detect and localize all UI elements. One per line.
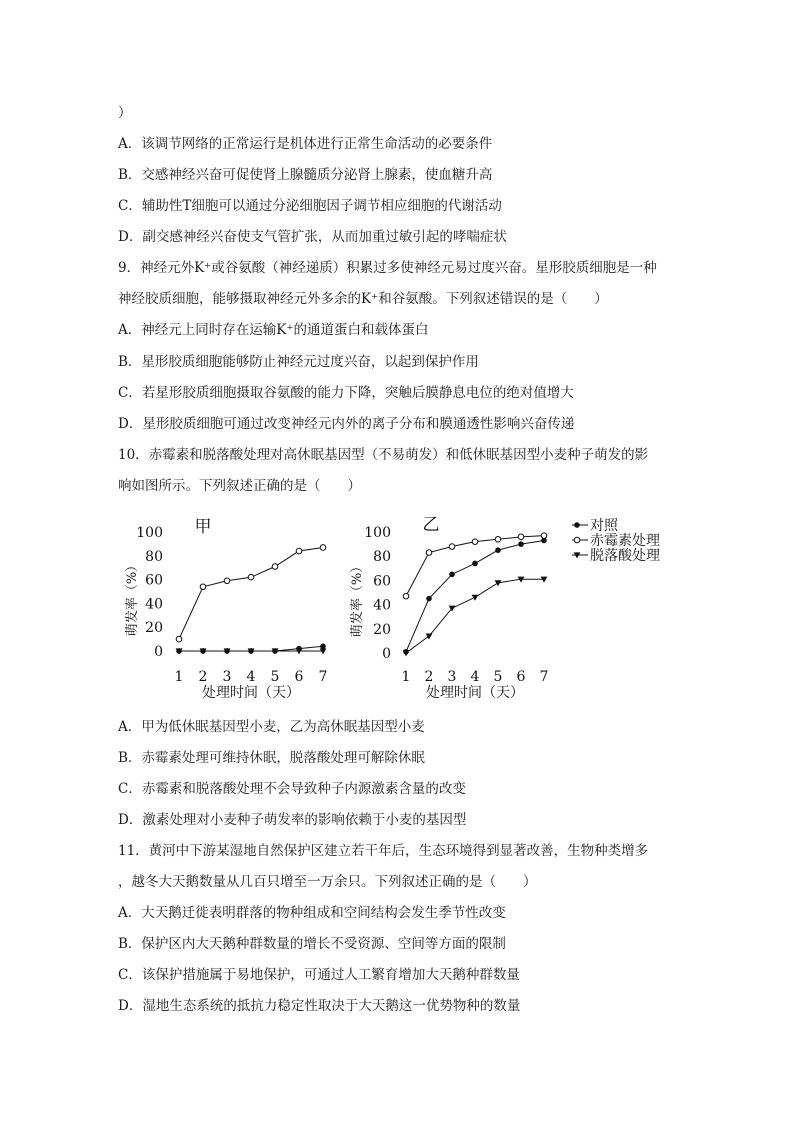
x-tick-label: 6 (516, 669, 526, 685)
option-line: C．该保护措施属于易地保护，可通过人工繁育增加大天鹅种群数量 (118, 967, 520, 983)
option-line: D．副交感神经兴奋使支气管扩张，从而加重过敏引起的哮喘症状 (118, 229, 507, 245)
x-tick-label: 2 (424, 669, 434, 685)
data-point (541, 533, 547, 539)
option-line: C．若星形胶质细胞摄取谷氨酸的能力下降，突触后膜静息电位的绝对值增大 (118, 385, 574, 401)
question-text-line: ） (118, 105, 132, 121)
data-point (472, 595, 479, 601)
option-line: D．激素处理对小麦种子萌发率的影响依赖于小麦的基因型 (118, 812, 467, 828)
option-line: B．保护区内大天鹅种群数量的增长不受资源、空间等方面的限制 (118, 936, 506, 952)
question-text-line: 响如图所示。下列叙述正确的是（ ） (118, 478, 361, 494)
data-point (296, 548, 302, 554)
y-tick-label: 0 (154, 644, 163, 660)
x-tick-label: 6 (294, 669, 304, 685)
data-point (518, 534, 524, 540)
legend-marker (574, 522, 580, 528)
data-point (518, 541, 524, 547)
data-point (495, 536, 501, 542)
series-line (406, 579, 544, 653)
x-axis-label: 处理时间（天） (426, 685, 524, 701)
data-point (426, 550, 432, 556)
legend-marker (574, 537, 580, 543)
y-tick-label: 40 (373, 597, 391, 614)
data-point (272, 564, 278, 570)
legend-label: 赤霉素处理 (590, 533, 660, 549)
y-tick-label: 100 (136, 525, 163, 541)
question-text-line: 神经胶质细胞，能够摄取神经元外多余的K⁺和谷氨酸。下列叙述错误的是（ ） (118, 291, 608, 307)
data-point (200, 584, 206, 590)
option-line: A．大天鹅迁徙表明群落的物种组成和空间结构会发生季节性改变 (118, 905, 506, 921)
option-line: A．神经元上同时存在运输K⁺的通道蛋白和载体蛋白 (118, 322, 429, 338)
y-tick-label: 20 (373, 621, 391, 638)
y-tick-label: 0 (382, 646, 391, 662)
y-tick-label: 60 (145, 572, 163, 589)
chart-title: 乙 (422, 515, 440, 535)
option-line: B．赤霉素处理可维持休眠，脱落酸处理可解除休眠 (118, 750, 425, 766)
option-line: D．湿地生态系统的抵抗力稳定性取决于大天鹅这一优势物种的数量 (118, 998, 521, 1014)
option-line: C．赤霉素和脱落酸处理不会导致种子内源激素含量的改变 (118, 781, 466, 797)
x-tick-label: 4 (246, 669, 256, 685)
data-point (449, 572, 455, 578)
x-tick-label: 2 (198, 669, 208, 685)
question-text-line: 11．黄河中下游某湿地自然保护区建立若干年后，生态环境得到显著改善，生物种类增多 (118, 843, 649, 859)
data-point (426, 596, 432, 602)
legend-label: 对照 (590, 518, 618, 534)
option-line: A．该调节网络的正常运行是机体进行正常生命活动的必要条件 (118, 136, 493, 152)
x-tick-label: 3 (222, 669, 232, 685)
y-axis-label: 萌发率（%） (125, 558, 140, 637)
x-tick-label: 7 (318, 669, 328, 685)
question-text-line: 10．赤霉素和脱落酸处理对高休眠基因型（不易萌发）和低休眠基因型小麦种子萌发的影 (118, 447, 649, 463)
x-tick-label: 5 (493, 669, 503, 685)
data-point (320, 643, 326, 649)
y-axis-label: 萌发率（%） (350, 559, 365, 638)
question-text-line: 9．神经元外K⁺或谷氨酸（神经递质）积累过多使神经元易过度兴奋。星形胶质细胞是一种 (118, 260, 657, 276)
x-tick-label: 7 (539, 669, 549, 685)
option-line: D．星形胶质细胞可通过改变神经元内外的离子分布和膜通透性影响兴奋传递 (118, 416, 575, 432)
data-point (320, 545, 326, 551)
question-text-line: ，越冬大天鹅数量从几百只增至一万余只。下列叙述正确的是（ ） (118, 874, 537, 890)
x-axis-label: 处理时间（天） (202, 685, 300, 701)
option-line: C．辅助性T细胞可以通过分泌细胞因子调节相应细胞的代谢活动 (118, 198, 502, 214)
series-line (179, 547, 323, 639)
y-tick-label: 100 (364, 525, 391, 541)
data-point (426, 633, 433, 639)
data-point (472, 561, 478, 567)
x-tick-label: 5 (270, 669, 280, 685)
x-tick-label: 1 (174, 669, 184, 685)
data-point (472, 539, 478, 545)
y-tick-label: 60 (373, 573, 391, 590)
legend-label: 脱落酸处理 (590, 548, 660, 564)
x-tick-label: 1 (401, 669, 411, 685)
data-point (224, 578, 230, 584)
option-line: A．甲为低休眠基因型小麦，乙为高休眠基因型小麦 (118, 719, 425, 735)
data-point (403, 593, 409, 599)
data-point (403, 650, 410, 656)
data-point (176, 636, 182, 642)
y-tick-label: 40 (145, 596, 163, 613)
x-tick-label: 4 (470, 669, 480, 685)
option-line: B．交感神经兴奋可促使肾上腺髓质分泌肾上腺素，使血糖升高 (118, 167, 493, 183)
option-line: B．星形胶质细胞能够防止神经元过度兴奋，以起到保护作用 (118, 354, 479, 370)
chart-title: 甲 (194, 517, 212, 537)
x-tick-label: 3 (447, 669, 457, 685)
data-point (495, 580, 502, 586)
y-tick-label: 20 (145, 620, 163, 637)
data-point (495, 547, 501, 553)
data-point (248, 574, 254, 580)
y-tick-label: 80 (373, 549, 391, 566)
y-tick-label: 80 (145, 548, 163, 565)
data-point (449, 544, 455, 550)
